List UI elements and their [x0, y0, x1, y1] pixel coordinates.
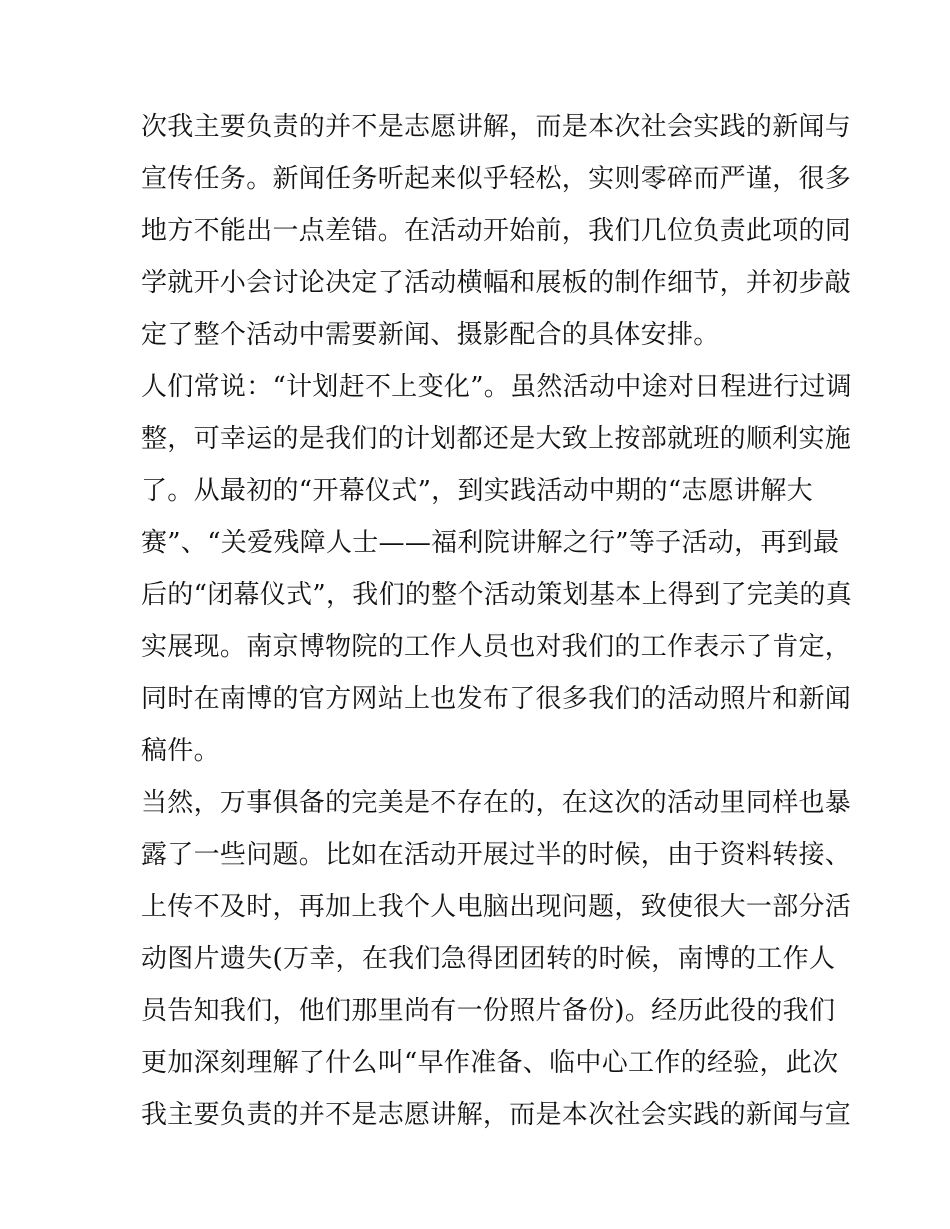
text-line: 更加深刻理解了什么叫“早作准备、临中心工作的经验，此次	[141, 1048, 839, 1078]
text-line: 地方不能出一点差错。在活动开始前，我们几位负责此项的同	[141, 216, 852, 246]
text-line: 整，可幸运的是我们的计划都还是大致上按部就班的顺利实施	[141, 424, 852, 454]
text-line: 上传不及时，再加上我个人电脑出现问题，致使很大一部分活	[141, 892, 852, 922]
text-line: 赛”、“关爱残障人士——福利院讲解之行”等子活动，再到最	[141, 528, 840, 558]
text-line: 定了整个活动中需要新闻、摄影配合的具体安排。	[141, 320, 720, 350]
text-line: 露了一些问题。比如在活动开展过半的时候，由于资料转接、	[141, 840, 852, 870]
text-line: 我主要负责的并不是志愿讲解，而是本次社会实践的新闻与宣	[141, 1100, 852, 1130]
text-line: 人们常说：“计划赶不上变化”。虽然活动中途对日程进行过调	[141, 372, 852, 402]
text-line: 稿件。	[141, 736, 220, 766]
text-line: 了。从最初的“开幕仪式”，到实践活动中期的“志愿讲解大	[141, 476, 813, 506]
text-line: 次我主要负责的并不是志愿讲解，而是本次社会实践的新闻与	[141, 112, 852, 142]
text-line: 宣传任务。新闻任务听起来似乎轻松，实则零碎而严谨，很多	[141, 164, 852, 194]
text-line: 当然，万事俱备的完美是不存在的，在这次的活动里同样也暴	[141, 788, 852, 818]
text-line: 后的“闭幕仪式”，我们的整个活动策划基本上得到了完美的真	[141, 580, 852, 610]
text-line: 员告知我们，他们那里尚有一份照片备份)。经历此役的我们	[141, 996, 836, 1026]
text-line: 实展现。南京博物院的工作人员也对我们的工作表示了肯定，	[141, 632, 852, 662]
text-line: 动图片遗失(万幸，在我们急得团团转的时候，南博的工作人	[141, 944, 836, 974]
text-line: 同时在南博的官方网站上也发布了很多我们的活动照片和新闻	[141, 684, 852, 714]
body-text	[141, 101, 852, 1141]
text-line: 学就开小会讨论决定了活动横幅和展板的制作细节，并初步敲	[141, 268, 852, 298]
